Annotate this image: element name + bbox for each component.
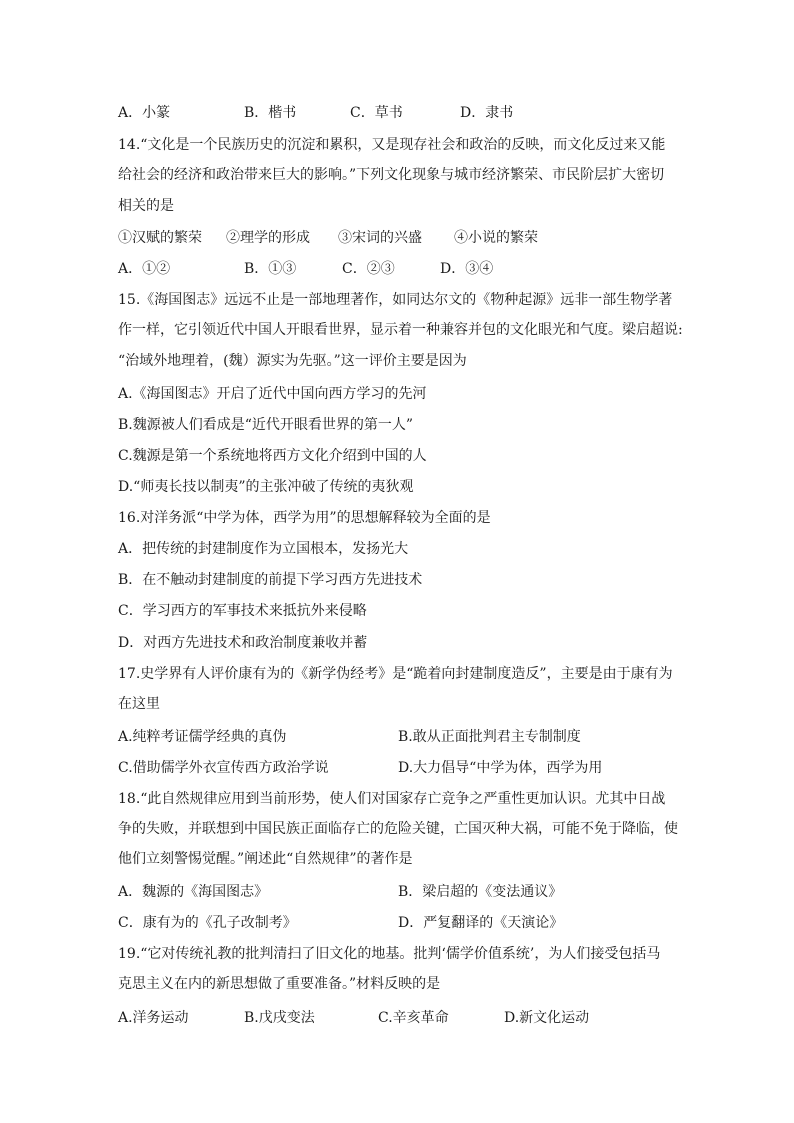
q14-option-b: B．①③ bbox=[244, 261, 297, 277]
q19-option-b: B.戊戌变法 bbox=[244, 1010, 315, 1026]
q16-option-c: C．学习西方的军事技术来抵抗外来侵略 bbox=[118, 603, 367, 619]
q17-option-d: D.大力倡导“中学为体，西学为用 bbox=[398, 760, 603, 776]
q13-option-b: B．楷书 bbox=[244, 105, 297, 121]
q14-option-d: D．③④ bbox=[440, 261, 494, 277]
q13-option-d: D．隶书 bbox=[460, 105, 514, 121]
q17-option-c: C.借助儒学外衣宣传西方政治学说 bbox=[118, 760, 329, 776]
q14-item-1: ①汉赋的繁荣 bbox=[118, 230, 202, 246]
q14-option-c: C．②③ bbox=[342, 261, 395, 277]
q19-stem-line-1: 19.“它对传统礼教的批判清扫了旧文化的地基。批判‘儒学价值系统’，为人们接受包括马 bbox=[118, 946, 661, 962]
q18-stem-line-3: 他们立刻警惕觉醒。”阐述此“自然规律”的著作是 bbox=[118, 851, 413, 867]
q18-option-b: B．梁启超的《变法通议》 bbox=[398, 884, 563, 900]
q19-option-d: D.新文化运动 bbox=[504, 1010, 590, 1026]
q15-option-a: A.《海国图志》开启了近代中国向西方学习的先河 bbox=[118, 386, 427, 402]
q16-option-d: D．对西方先进技术和政治制度兼收并蓄 bbox=[118, 635, 368, 651]
q14-item-4: ④小说的繁荣 bbox=[454, 230, 538, 246]
q15-option-c: C.魏源是第一个系统地将西方文化介绍到中国的人 bbox=[118, 448, 427, 464]
q17-stem-line-2: 在这里 bbox=[118, 696, 160, 712]
q14-item-2: ②理学的形成 bbox=[226, 230, 310, 246]
q14-stem-line-1: 14.“文化是一个民族历史的沉淀和累积，又是现存社会和政治的反映，而文化反过来又能 bbox=[118, 137, 666, 153]
q15-option-d: D.“师夷长技以制夷”的主张冲破了传统的夷狄观 bbox=[118, 479, 414, 495]
q13-option-a: A．小篆 bbox=[118, 105, 171, 121]
q18-stem-line-1: 18.“此自然规律应用到当前形势，使人们对国家存亡竞争之严重性更加认识。尤其中日战 bbox=[118, 791, 666, 807]
q13-option-c: C．草书 bbox=[350, 105, 403, 121]
q16-option-b: B．在不触动封建制度的前提下学习西方先进技术 bbox=[118, 572, 423, 588]
q15-stem-line-2: 作一样，它引领近代中国人开眼看世界，显示着一种兼容并包的文化眼光和气度。梁启超说: bbox=[118, 322, 683, 338]
q17-option-b: B.敢从正面批判君主专制制度 bbox=[398, 729, 581, 745]
q19-stem-line-2: 克思主义在内的新思想做了重要准备。”材料反映的是 bbox=[118, 976, 441, 992]
q17-stem-line-1: 17.史学界有人评价康有为的《新学伪经考》是“跪着向封建制度造反”，主要是由于康有为 bbox=[118, 666, 673, 682]
q16-option-a: A．把传统的封建制度作为立国根本，发扬光大 bbox=[118, 541, 409, 557]
q14-stem-line-2: 给社会的经济和政治带来巨大的影响。”下列文化现象与城市经济繁荣、市民阶层扩大密切 bbox=[118, 167, 665, 183]
q18-option-d: D．严复翻译的《天演论》 bbox=[398, 915, 564, 931]
q15-stem-line-3: “治域外地理着，(魏）源实为先驱。”这一评价主要是因为 bbox=[118, 353, 467, 369]
q14-stem-line-3: 相关的是 bbox=[118, 198, 174, 214]
q18-stem-line-2: 争的失败，并联想到中国民族正面临存亡的危险关键，亡国灭种大祸，可能不免于降临，使 bbox=[118, 821, 678, 837]
q17-option-a: A.纯粹考证儒学经典的真伪 bbox=[118, 729, 287, 745]
q19-option-a: A.洋务运动 bbox=[118, 1010, 189, 1026]
q15-option-b: B.魏源被人们看成是“近代开眼看世界的第一人” bbox=[118, 417, 414, 433]
q19-option-c: C.辛亥革命 bbox=[378, 1010, 449, 1026]
q18-option-a: A．魏源的《海国图志》 bbox=[118, 884, 269, 900]
q14-item-3: ③宋词的兴盛 bbox=[338, 230, 422, 246]
q14-option-a: A．①② bbox=[118, 261, 171, 277]
q15-stem-line-1: 15.《海国图志》远远不止是一部地理著作，如同达尔文的《物种起源》远非一部生物学著 bbox=[118, 292, 673, 308]
q18-option-c: C．康有为的《孔子改制考》 bbox=[118, 915, 297, 931]
q16-stem-line-1: 16.对洋务派“中学为体，西学为用”的思想解释较为全面的是 bbox=[118, 510, 491, 526]
